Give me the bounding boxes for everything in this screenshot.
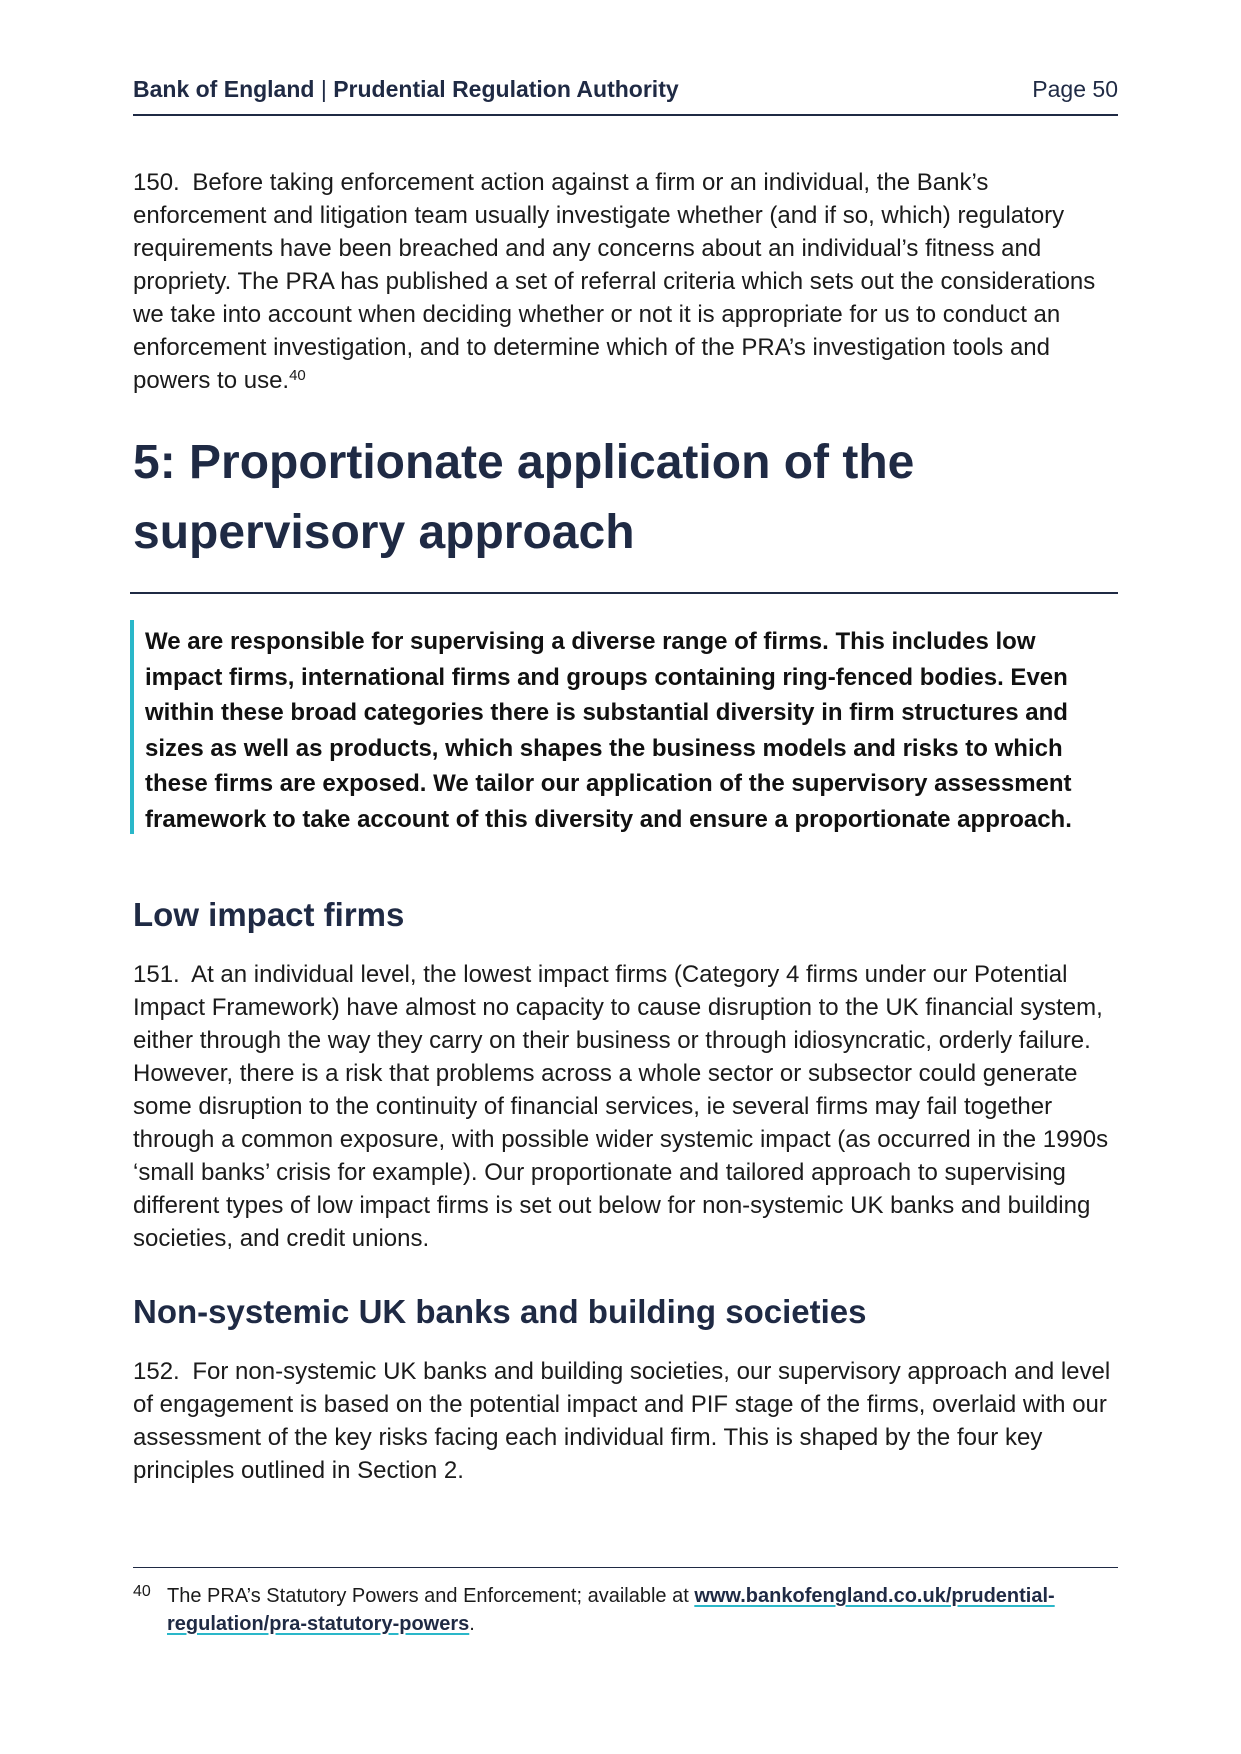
paragraph-text: Before taking enforcement action against a firm or an individual, the Bank’s enforcement and litigation team usually investigate whether (and if so, which) regulatory requirements have been breached and any concerns about an individual’s fitness and propriety. The PRA has published a set of referral criteria which sets out the considerations we take into account when deciding whether or not it is appropriate for us to conduct an enforcement investigation, and to determine which of the PRA’s investigation tools and powers to use. <box>133 169 1096 394</box>
paragraph-text: At an individual level, the lowest impact firms (Category 4 firms under our Potential Impact Framework) have almost no capacity to cause disruption to the UK financial system, either through the way they carry on their business or through idiosyncratic, orderly failure. However, there is a risk that problems across a whole sector or subsector could generate some disruption to the continuity of financial services, ie several firms may fail together through a common exposure, with possible wider systemic impact (as occurred in the 1990s ‘small banks’ crisis for example). Our proportionate and tailored approach to supervising different types of low impact firms is set out below for non-systemic UK banks and building societies, and credit unions. <box>133 961 1109 1252</box>
footnote-divider <box>133 1567 1118 1568</box>
paragraph-number: 150. <box>133 169 180 196</box>
footnote-link-line2[interactable]: regulation/pra-statutory-powers <box>167 1613 470 1635</box>
section-heading <box>133 428 1118 568</box>
footnote-trailing: . <box>469 1613 475 1635</box>
paragraph-text: For non-systemic UK banks and building societies, our supervisory approach and level of engagement is based on the potential impact and PIF stage of the firms, overlaid with our assessment of the key risks facing each individual firm. This is shaped by the four key principles outlined in Section 2. <box>133 1358 1111 1484</box>
paragraph-150 <box>133 166 1118 397</box>
footnote <box>133 1582 1118 1638</box>
page-number: Page 50 <box>1032 76 1118 102</box>
footnote-link-line1[interactable]: www.bankofengland.co.uk/prudential- <box>694 1585 1055 1607</box>
header-title <box>133 76 679 103</box>
footnote-reference[interactable]: 40 <box>289 367 306 384</box>
paragraph-151 <box>133 958 1118 1255</box>
paragraph-number: 152. <box>133 1358 180 1385</box>
paragraph-152 <box>133 1355 1118 1487</box>
paragraph-number: 151. <box>133 961 180 988</box>
page-header <box>133 70 1118 116</box>
header-org: Bank of England <box>133 76 315 102</box>
header-authority: Prudential Regulation Authority <box>333 76 679 102</box>
subheading-non-systemic: Non-systemic UK banks and building societies <box>133 1293 867 1330</box>
section-heading-line1: 5: Proportionate application of the <box>133 436 915 489</box>
footnote-body: The PRA’s Statutory Powers and Enforcement; available at <box>167 1585 689 1607</box>
summary-callout <box>130 620 1119 834</box>
callout-text: We are responsible for supervising a diverse range of firms. This includes low impact firms, international firms and groups containing ring-fenced bodies. Even within these broad categories there is substantial diversity in firm structures and sizes as well as products, which shapes the business models and risks to which these firms are exposed. We tailor our application of the supervisory assessment framework to take account of this diversity and ensure a proportionate approach. <box>145 628 1072 833</box>
footnote-text <box>167 1582 1118 1638</box>
section-divider <box>130 592 1118 594</box>
section-heading-line2: supervisory approach <box>133 506 635 559</box>
footnote-number: 40 <box>133 1583 151 1600</box>
subheading-low-impact: Low impact firms <box>133 896 405 933</box>
header-separator: | <box>320 76 327 102</box>
